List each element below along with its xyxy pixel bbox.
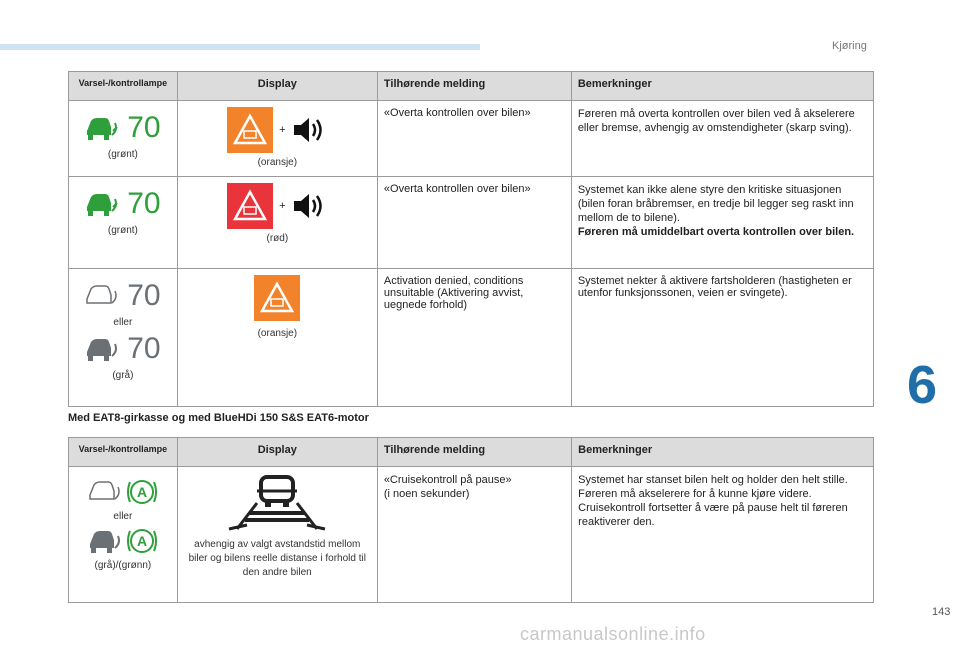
- red-warning-icon: [227, 183, 273, 229]
- section-title: Kjøring: [832, 40, 867, 52]
- header-message: Tilhørende melding: [377, 72, 571, 101]
- remarks-cell: [572, 467, 874, 603]
- table-row: [69, 269, 874, 407]
- lamp-cell: [69, 467, 178, 603]
- message-text: «Cruisekontroll på pause»: [383, 474, 512, 486]
- car-speedometer-icon: [85, 334, 119, 364]
- remarks-bold-text: Føreren må umiddelbart overta kontrollen over bilen.: [577, 226, 855, 238]
- message-cell: Activation denied, conditions unsuitable (Aktivering avvist, uegnede forhold): [377, 269, 571, 407]
- header-lamp: Varsel-/kontrollampe: [69, 438, 178, 467]
- remarks-text: Systemet kan ikke alene styre den kritiske situasjonen (bilen foran bråbremser, en tredje bil legger seg raskt inn mellom de to bilene).: [577, 184, 854, 224]
- message-subtext: (i noen sekunder): [383, 488, 470, 500]
- table-row: [69, 101, 874, 177]
- remarks-text: Føreren må overta kontrollen over bilen ved å akselerere eller bremse, avhengig av omstendigheter (skarp sving).: [577, 108, 855, 134]
- display-description: avhengig av valgt avstandstid mellom biler og bilens reelle distanse i forhold til den andre bilen: [188, 539, 366, 578]
- orange-warning-icon: [227, 107, 273, 153]
- chapter-number: 6: [906, 355, 938, 415]
- auto-hold-icon: [126, 477, 158, 507]
- display-color-label: (oransje): [257, 157, 298, 168]
- header-message: Tilhørende melding: [377, 438, 571, 467]
- display-color-label: (rød): [266, 233, 289, 244]
- display-cell: [177, 467, 377, 603]
- header-display: Display: [177, 438, 377, 467]
- table-header-row: [69, 438, 874, 467]
- display-cell: [177, 269, 377, 407]
- remarks-cell: [571, 177, 873, 269]
- lamp-color-label: (grønt): [107, 225, 138, 236]
- sub-heading: Med EAT8-girkasse og med BlueHDi 150 S&S EAT6-motor: [68, 412, 369, 424]
- car-speedometer-icon: [88, 526, 122, 556]
- orange-warning-icon: [254, 275, 300, 321]
- remarks-cell: Systemet nekter å aktivere fartsholderen (hastigheten er utenfor funksjonssonen, veien er svingete).: [571, 269, 873, 407]
- speaker-icon: [292, 116, 328, 144]
- remarks-text: Systemet har stanset bilen helt og holder den helt stille.: [578, 474, 848, 486]
- remarks-text: Cruisekontroll fortsetter å være på pause helt til føreren reaktiverer den.: [578, 502, 848, 528]
- header-remarks: Bemerkninger: [571, 72, 873, 101]
- table-warning-lamps: [68, 71, 874, 407]
- watermark: carmanualsonline.info: [520, 624, 706, 644]
- speaker-icon: [292, 192, 328, 220]
- or-label: eller: [113, 511, 133, 522]
- table-row: [69, 467, 874, 603]
- lamp-cell: [69, 177, 178, 269]
- speed-number: 70: [127, 187, 161, 220]
- message-cell: [377, 467, 571, 603]
- lamp-cell: [69, 269, 178, 407]
- lamp-cell: [69, 101, 178, 177]
- car-outline-speedometer-icon: [88, 477, 122, 507]
- car-speedometer-icon: [85, 113, 119, 143]
- lamp-color-label: (grå)/(grønn): [94, 560, 152, 571]
- lamp-color-label: (grønt): [107, 149, 138, 160]
- speed-number: 70: [127, 111, 161, 144]
- plus-sign: +: [279, 124, 286, 136]
- speed-number: 70: [127, 332, 161, 365]
- table-header-row: [69, 72, 874, 101]
- table-cruise-pause: [68, 437, 874, 603]
- message-cell: «Overta kontrollen over bilen»: [377, 101, 571, 177]
- header-display: Display: [177, 72, 377, 101]
- remarks-cell: [571, 101, 873, 177]
- chapter-tab: [884, 330, 960, 440]
- display-cell: [177, 177, 377, 269]
- car-distance-icon: [227, 473, 327, 531]
- auto-hold-letter: A: [136, 533, 147, 549]
- or-label: eller: [113, 317, 133, 328]
- remarks-text: Føreren må akselerere for å kunne kjøre videre.: [578, 488, 812, 500]
- lamp-color-label: (grå): [112, 370, 134, 381]
- top-accent-bar: [0, 44, 480, 50]
- speed-number: 70: [127, 279, 161, 312]
- header-lamp: Varsel-/kontrollampe: [69, 72, 178, 101]
- car-speedometer-icon: [85, 189, 119, 219]
- auto-hold-letter: A: [136, 484, 147, 500]
- message-cell: «Overta kontrollen over bilen»: [377, 177, 571, 269]
- car-outline-speedometer-icon: [85, 281, 119, 311]
- auto-hold-icon: [126, 526, 158, 556]
- table-row: [69, 177, 874, 269]
- page-number: 143: [932, 606, 951, 618]
- display-cell: [177, 101, 377, 177]
- header-remarks: Bemerkninger: [572, 438, 874, 467]
- display-color-label: (oransje): [257, 328, 298, 339]
- plus-sign: +: [279, 200, 286, 212]
